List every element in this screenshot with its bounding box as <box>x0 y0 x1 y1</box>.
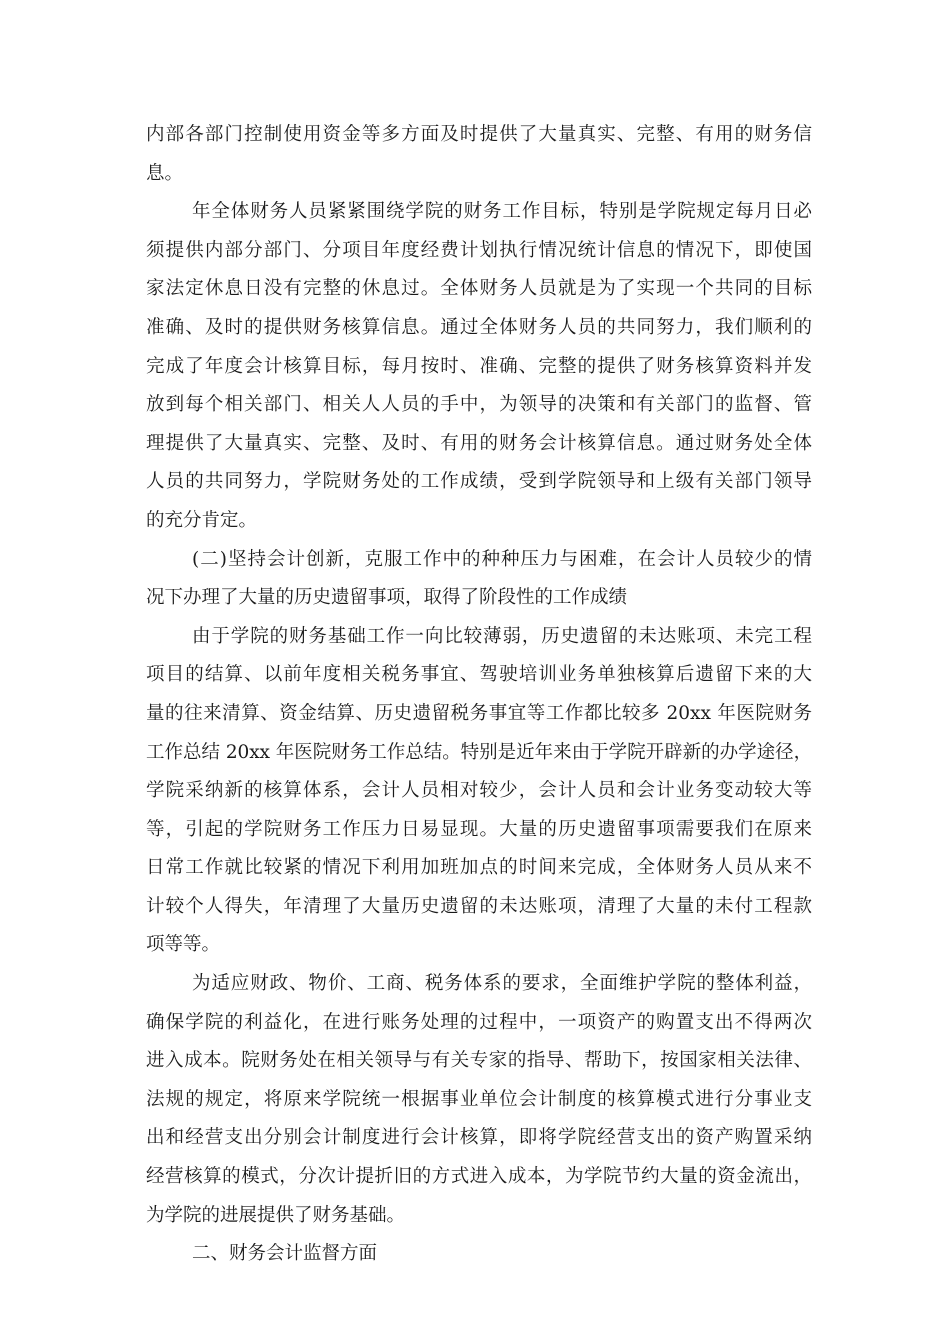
text-line: 二、财务会计监督方面 <box>192 1243 378 1265</box>
text-line: 等，引起的学院财务工作压力日易显现。大量的历史遗留事项需要我们在原来 <box>146 818 812 840</box>
text-line: 况下办理了大量的历史遗留事项，取得了阶段性的工作成绩 <box>146 587 628 609</box>
text-line: 法规的规定，将原来学院统一根据事业单位会计制度的核算模式进行分事业支 <box>146 1088 812 1110</box>
document-body <box>146 116 812 1274</box>
text-line: 项目的结算、以前年度相关税务事宜、驾驶培训业务单独核算后遗留下来的大 <box>146 664 812 686</box>
section-subheading <box>146 541 812 618</box>
text-line: 内部各部门控制使用资金等多方面及时提供了大量真实、完整、有用的财务信 <box>146 124 812 145</box>
text-line: 的充分肯定。 <box>146 509 258 531</box>
text-line: 量的往来清算、资金结算、历史遗留税务事宜等工作都比较多 20xx 年医院财务 <box>146 702 812 724</box>
text-line: 放到每个相关部门、相关人人员的手中，为领导的决策和有关部门的监督、管 <box>146 394 812 416</box>
text-line: 由于学院的财务基础工作一向比较薄弱，历史遗留的未达账项、未完工程 <box>192 625 812 647</box>
text-line: 人员的共同努力，学院财务处的工作成绩，受到学院领导和上级有关部门领导 <box>146 471 812 493</box>
text-line: 须提供内部分部门、分项目年度经费计划执行情况统计信息的情况下，即使国 <box>146 239 812 261</box>
paragraph-2 <box>146 193 812 540</box>
text-line: 年全体财务人员紧紧围绕学院的财务工作目标，特别是学院规定每月日必 <box>192 201 812 223</box>
text-line: 计较个人得失，年清理了大量历史遗留的未达账项，清理了大量的未付工程款 <box>146 895 812 917</box>
text-line: 家法定休息日没有完整的休息过。全体财务人员就是为了实现一个共同的目标 <box>146 278 812 300</box>
paragraph-1 <box>146 116 812 193</box>
text-line: 日常工作就比较紧的情况下利用加班加点的时间来完成，全体财务人员从来不 <box>146 857 812 879</box>
text-line: 学院采纳新的核算体系，会计人员相对较少，会计人员和会计业务变动较大等 <box>146 780 812 802</box>
text-line: 进入成本。院财务处在相关领导与有关专家的指导、帮助下，按国家相关法律、 <box>146 1050 812 1072</box>
paragraph-4 <box>146 618 812 965</box>
text-line: 理提供了大量真实、完整、及时、有用的财务会计核算信息。通过财务处全体 <box>146 432 812 454</box>
text-line: 为学院的进展提供了财务基础。 <box>146 1204 406 1226</box>
text-line: 确保学院的利益化，在进行账务处理的过程中，一项资产的购置支出不得两次 <box>146 1011 812 1033</box>
text-line: 项等等。 <box>146 934 221 956</box>
text-line: 准确、及时的提供财务核算信息。通过全体财务人员的共同努力，我们顺利的 <box>146 316 812 338</box>
text-line: 经营核算的模式，分次计提折旧的方式进入成本，为学院节约大量的资金流出， <box>146 1166 812 1188</box>
text-line: 工作总结 20xx 年医院财务工作总结。特别是近年来由于学院开辟新的办学途径， <box>146 741 812 763</box>
section-heading <box>146 1235 812 1274</box>
text-line: 完成了年度会计核算目标，每月按时、准确、完整的提供了财务核算资料并发 <box>146 355 812 377</box>
text-line: (二)坚持会计创新，克服工作中的种种压力与困难，在会计人员较少的情 <box>192 548 812 570</box>
text-line: 为适应财政、物价、工商、税务体系的要求，全面维护学院的整体利益， <box>192 973 812 995</box>
text-line: 息。 <box>146 162 184 184</box>
text-line: 出和经营支出分别会计制度进行会计核算，即将学院经营支出的资产购置采纳 <box>146 1127 812 1149</box>
paragraph-5 <box>146 965 812 1235</box>
